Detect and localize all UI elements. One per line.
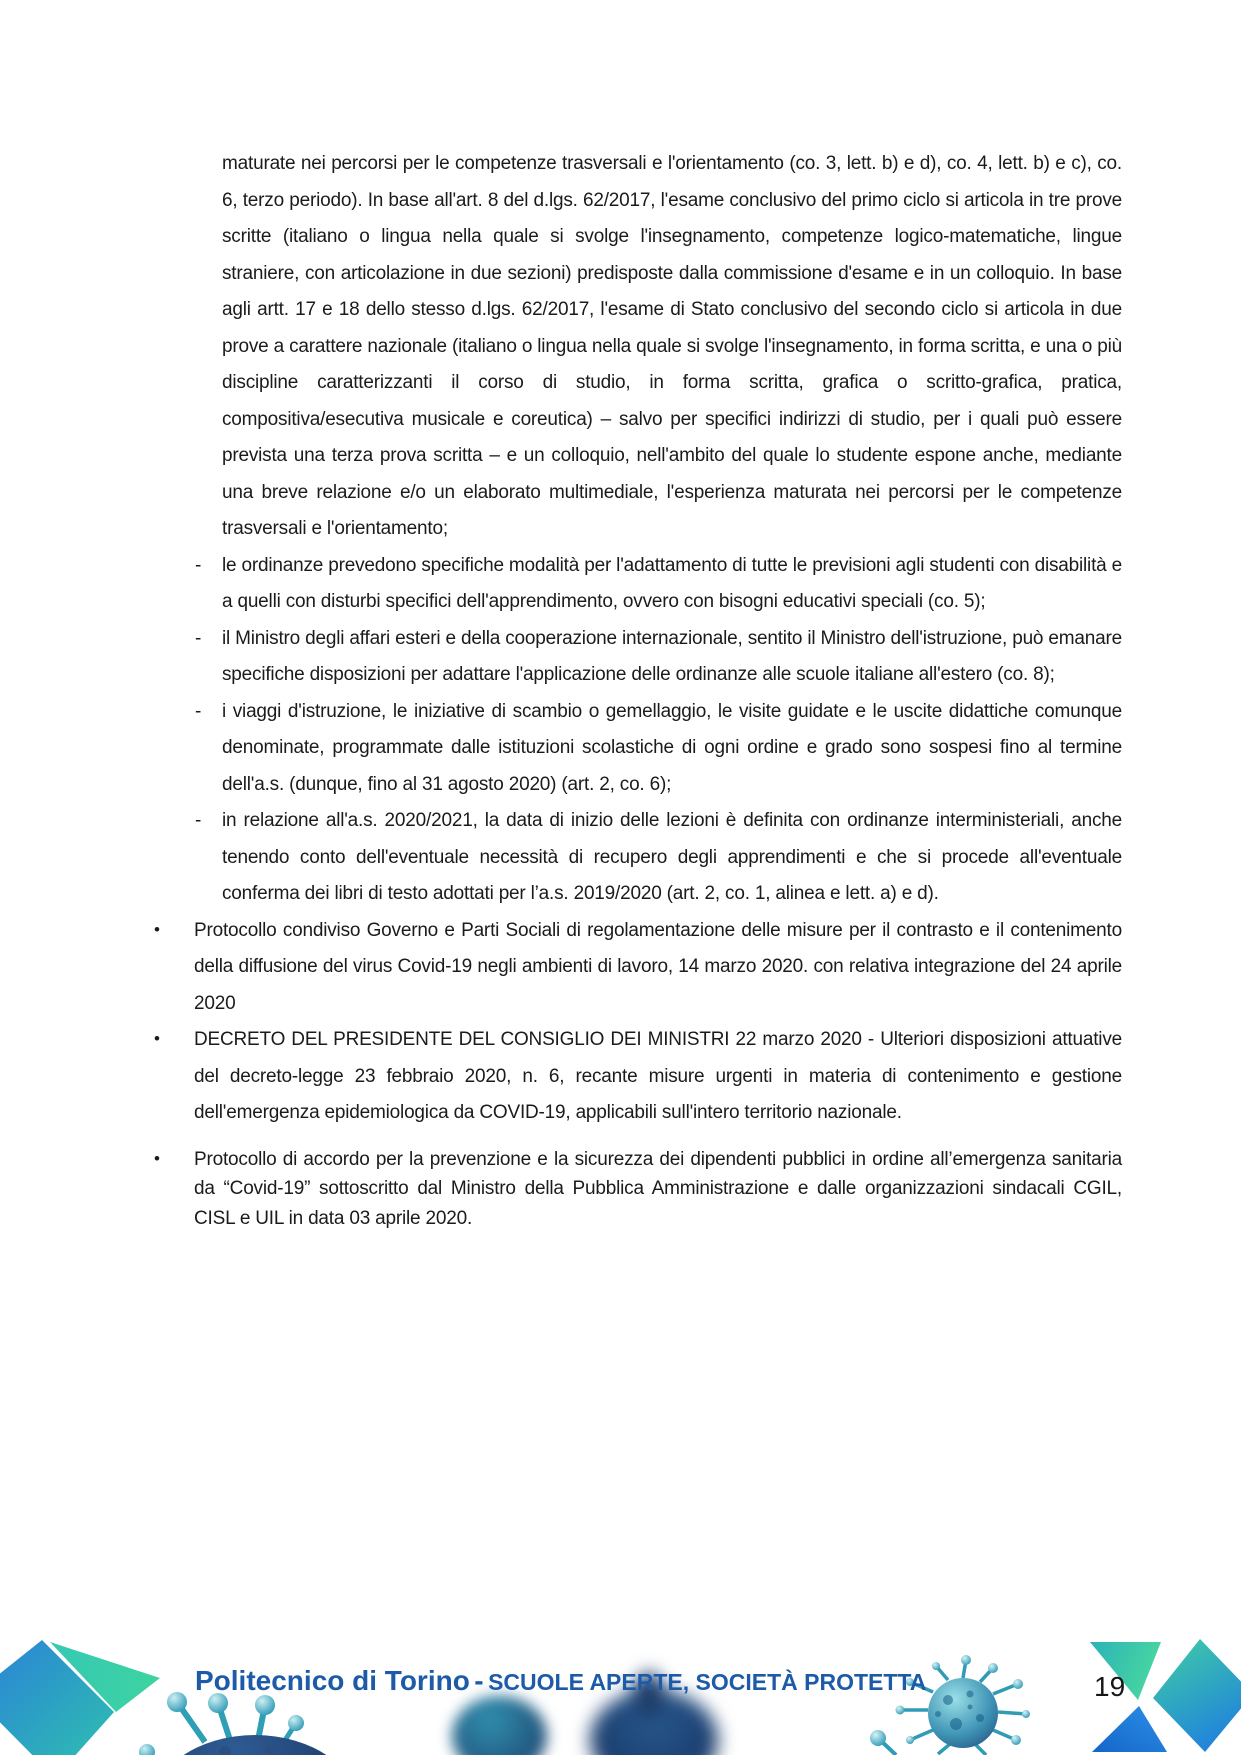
bullet-list-item <box>154 1022 1122 1132</box>
paragraph-continuation: maturate nei percorsi per le competenze trasversali e l'orientamento (co. 3, lett. b) e d), co. 4, lett. b) e c), co. 6, terzo periodo). In base all'art. 8 del d.lgs. 62/2017, l'esame conclusivo del primo ciclo si articola in tre prove scritte (italiano o lingua nella quale si svolge l'insegnamento, competenze logico-matematiche, lingue straniere, con articolazione in due sezioni) predisposte dalla commissione d'esame e in un colloquio. In base agli artt. 17 e 18 dello stesso d.lgs. 62/2017, l'esame di Stato conclusivo del secondo ciclo si articola in due prove a carattere nazionale (italiano o lingua nella quale si svolge l'insegnamento, in forma scritta, e una o più discipline caratterizzanti il corso di studio, in forma scritta, grafica o scritto-grafica, pratica, compositiva/esecutiva musicale e coreutica) – salvo per specifici indirizzi di studio, per i quali può essere prevista una terza prova scritta – e un colloquio, nell'ambito del quale lo studente espone anche, mediante una breve relazione e/o un elaborato multimediale, l'esperienza maturata nei percorsi per le competenze trasversali e l'orientamento; <box>222 153 1122 539</box>
brand-tagline: SCUOLE APERTE, SOCIETÀ PROTETTA <box>488 1669 927 1695</box>
bullet-item-text: Protocollo di accordo per la prevenzione e la sicurezza dei dipendenti pubblici in ordine all’emergenza sanitaria da “Covid-19” sottoscritto dal Ministro della Pubblica Amministrazione e dalle organizzazioni sindacali CGIL, CISL e UIL in data 03 aprile 2020. <box>194 1148 1122 1229</box>
logo-diamond <box>1153 1639 1241 1752</box>
bullet-list-item <box>154 1145 1122 1234</box>
dash-item-text: le ordinanze prevedono specifiche modalità per l'adattamento di tutte le previsioni agli studenti con disabilità e a quelli con disturbi specifici dell'apprendimento, ovvero con bisogni educativi speciali (co. 5); <box>222 554 1122 612</box>
virus-body <box>150 1735 340 1755</box>
dash-list-item <box>195 621 1122 694</box>
dash-marker: - <box>195 700 202 722</box>
page-number: 19 <box>1094 1671 1126 1702</box>
bullet-marker: • <box>154 919 160 939</box>
logo-triangle-bottom <box>1092 1706 1167 1752</box>
bullet-marker: • <box>154 1029 160 1048</box>
dash-list-item <box>195 548 1122 621</box>
blurred-virus <box>452 1696 547 1755</box>
brand-separator: - <box>474 1665 484 1696</box>
bullet-list-item <box>154 913 1122 1023</box>
dash-item-text: i viaggi d'istruzione, le iniziative di scambio o gemellaggio, le visite guidate e le uscite didattiche comunque denominate, programmate dalle istituzioni scolastiche di ogni ordine e grado sono sospesi fino al termine dell'a.s. (dunque, fino al 31 agosto 2020) (art. 2, co. 6); <box>222 700 1122 795</box>
dash-item-text: il Ministro degli affari esteri e della cooperazione internazionale, sentito il Ministro dell'istruzione, può emanare specifiche disposizioni per adattare l'applicazione delle ordinanze alle scuole italiane all'estero (co. 8); <box>222 627 1122 685</box>
dash-marker: - <box>195 554 202 576</box>
dash-marker: - <box>195 627 202 649</box>
bullet-item-text: DECRETO DEL PRESIDENTE DEL CONSIGLIO DEI MINISTRI 22 marzo 2020 - Ulteriori disposizioni attuative del decreto-legge 23 febbraio 2020, n. 6, recante misure urgenti in materia di contenimento e gestione dell'emergenza epidemiologica da COVID-19, applicabili sull'intero territorio nazionale. <box>194 1029 1122 1123</box>
brand-name: Politecnico di Torino <box>195 1665 470 1696</box>
bullet-marker: • <box>154 1148 160 1168</box>
dash-item-text: in relazione all'a.s. 2020/2021, la data di inizio delle lezioni è definita con ordinanze interministeriali, anche tenendo conto dell'eventuale necessità di recupero degli apprendimenti e che si procede all'eventuale conferma dei libri di testo adottati per l’a.s. 2019/2020 (art. 2, co. 1, alinea e lett. a) e d). <box>222 810 1122 904</box>
dash-list-item <box>195 694 1122 804</box>
logo-diamond <box>0 1640 114 1755</box>
page-footer <box>0 1638 1241 1755</box>
footer-brandline <box>195 1665 926 1697</box>
bullet-item-text: Protocollo condiviso Governo e Parti Sociali di regolamentazione delle misure per il contrasto e il contenimento della diffusione del virus Covid-19 negli ambienti di lavoro, 14 marzo 2020. con relativa integrazione del 24 aprile 2020 <box>194 919 1122 1014</box>
dash-list-item <box>195 803 1122 913</box>
dash-marker: - <box>195 810 202 831</box>
document-body <box>0 146 1241 1233</box>
